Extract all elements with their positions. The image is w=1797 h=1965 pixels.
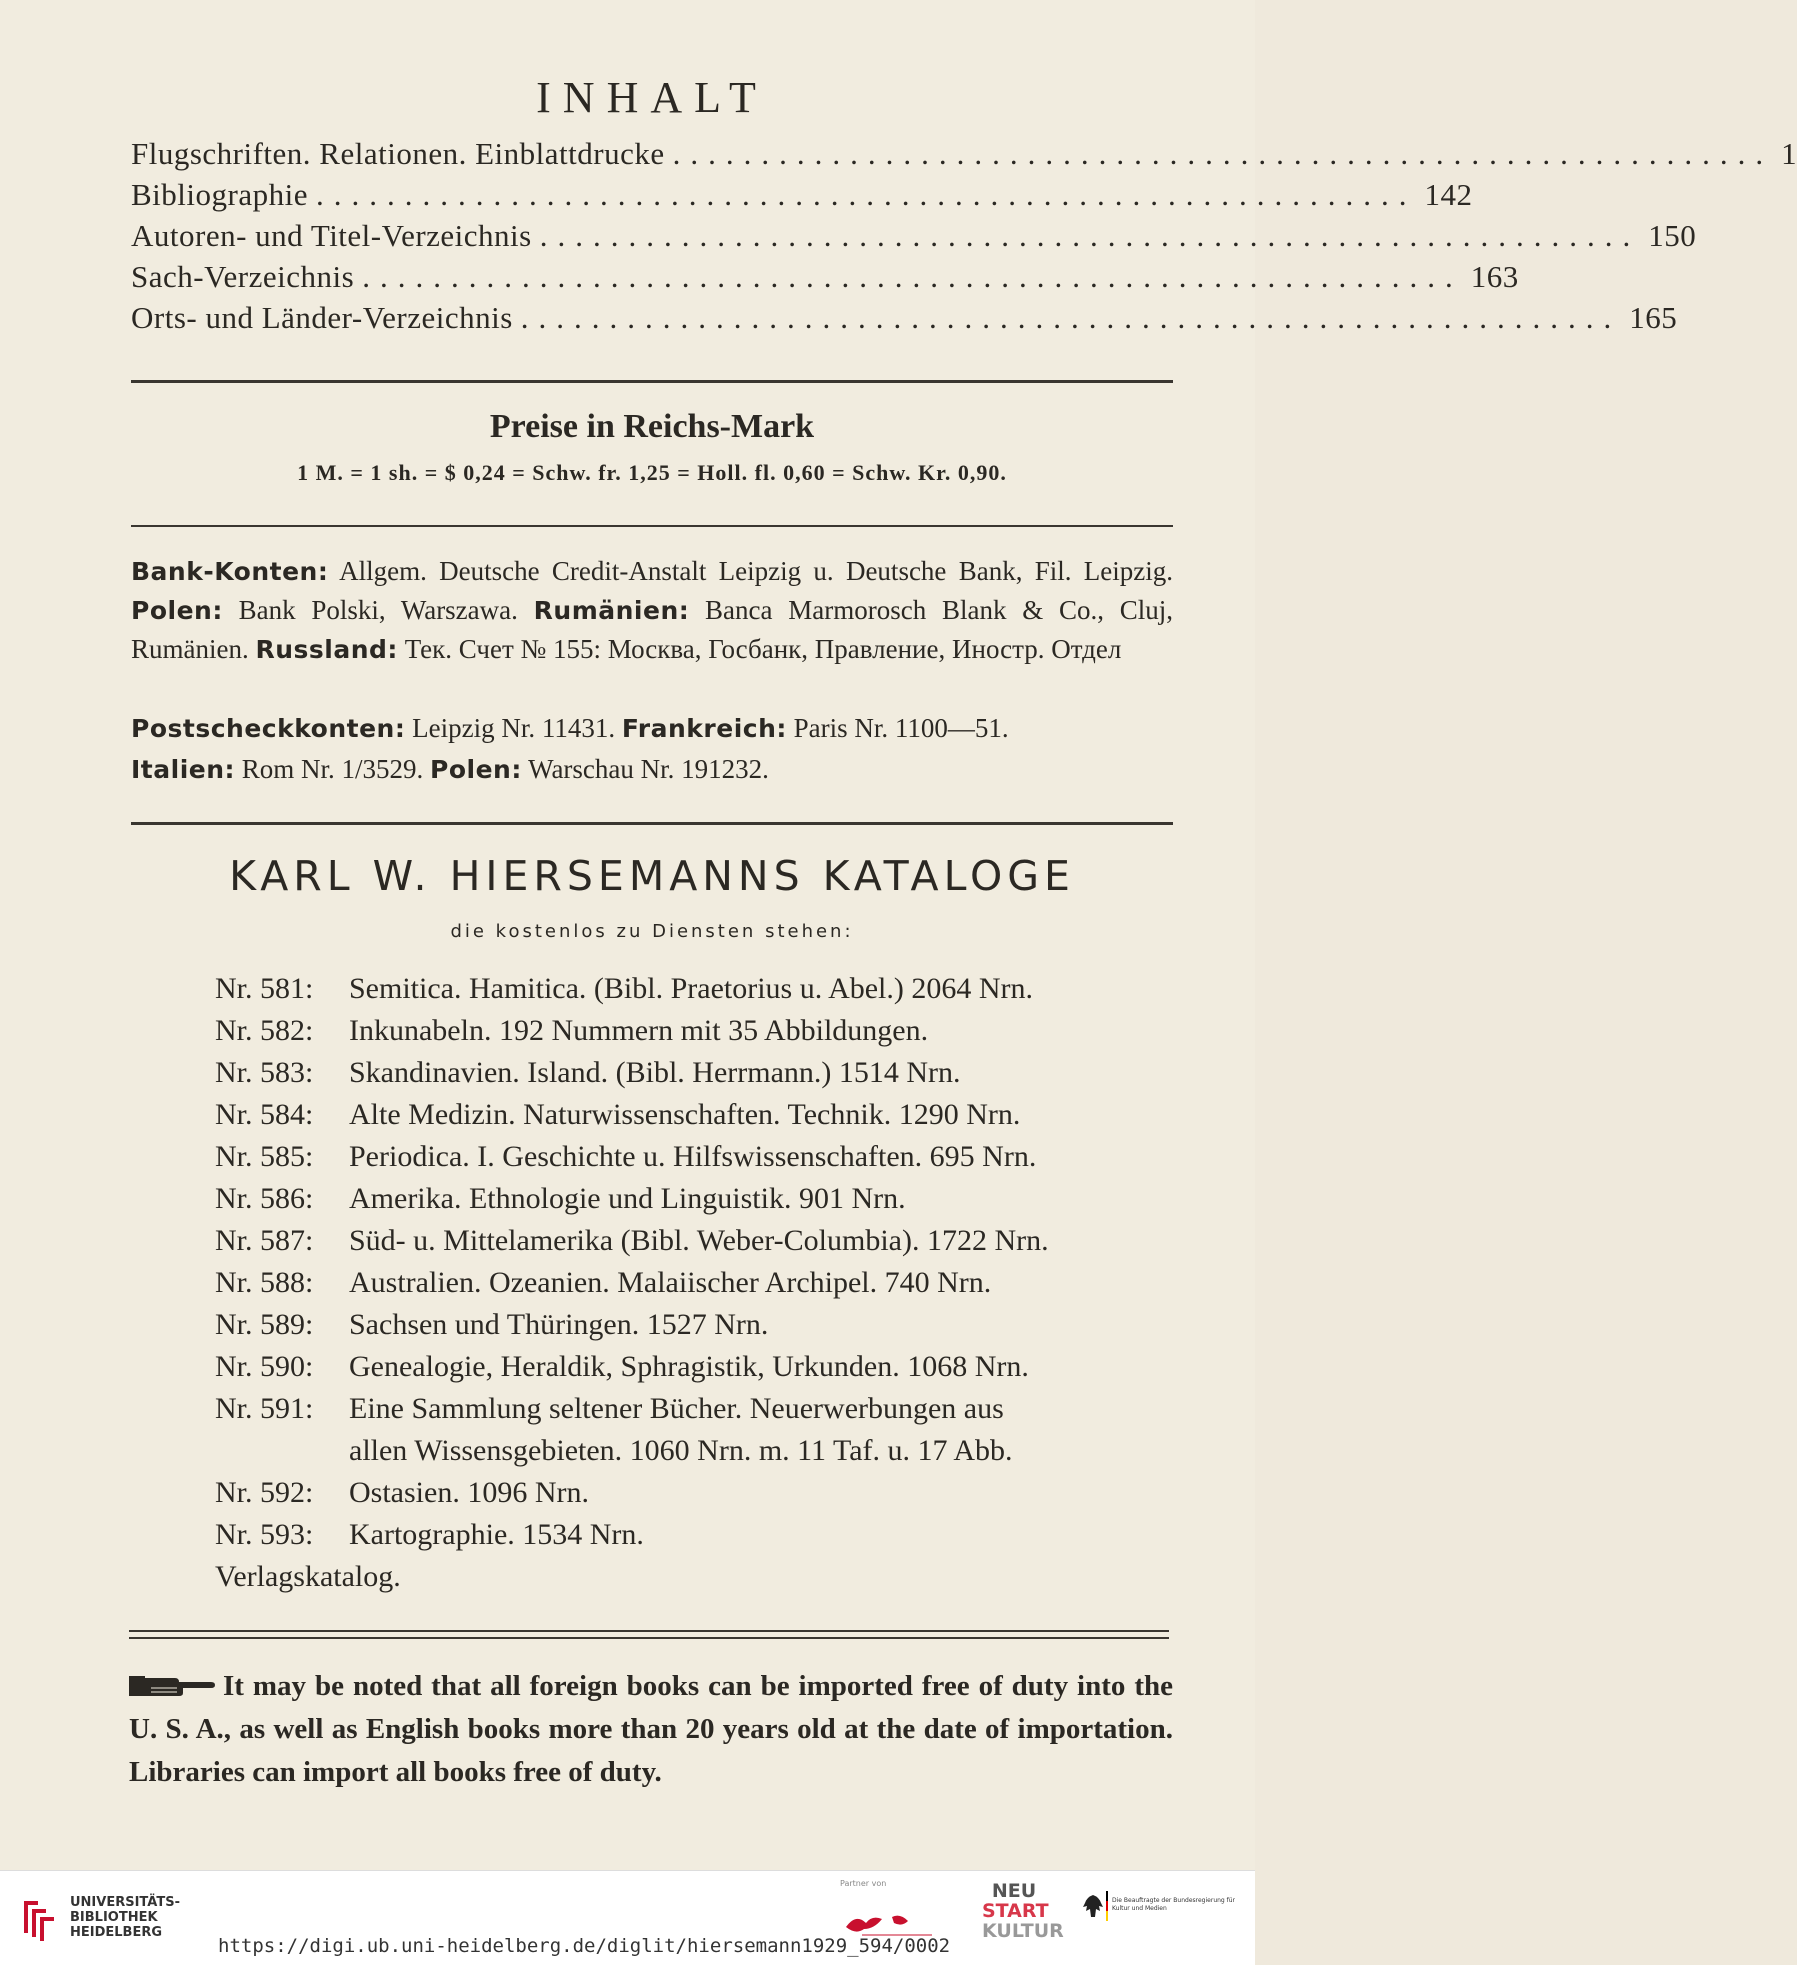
toc-label: Autoren- und Titel-Verzeichnis bbox=[131, 218, 532, 253]
frankreich-text: Paris Nr. 1100—51. bbox=[786, 713, 1009, 743]
catalog-number: Nr. 581: bbox=[215, 972, 314, 1005]
federal-eagle-icon bbox=[1082, 1893, 1104, 1919]
divider bbox=[131, 525, 1173, 527]
partner-logo-icon[interactable] bbox=[842, 1905, 942, 1945]
polen-text: Bank Polski, Warszawa. bbox=[222, 595, 534, 625]
neustart-kultur-logo[interactable] bbox=[982, 1880, 1064, 1942]
catalog-number: Nr. 591: bbox=[215, 1392, 314, 1425]
table-of-contents bbox=[131, 136, 1797, 341]
catalog-number: Nr. 592: bbox=[215, 1476, 314, 1509]
toc-entry[interactable] bbox=[131, 136, 1797, 177]
toc-page: 150 bbox=[1648, 218, 1697, 253]
toc-entry[interactable] bbox=[131, 218, 1697, 259]
bank-text: Allgem. Deutsche Credit-Anstalt Leipzig u. Deutsche Bank, Fil. Leipzig. bbox=[328, 556, 1173, 586]
list-item[interactable] bbox=[215, 1094, 1173, 1136]
ub-line: HEIDELBERG bbox=[70, 1925, 163, 1940]
catalog-title: Kartographie. 1534 Nrn. bbox=[349, 1518, 644, 1551]
bank-label: Bank-Konten: bbox=[131, 557, 329, 586]
postscheck-label: Postscheckkonten: bbox=[131, 714, 406, 743]
toc-leader: .............................................................. bbox=[362, 259, 1463, 294]
catalog-title-line1: Eine Sammlung seltener Bücher. Neuerwerbungen aus bbox=[349, 1392, 1004, 1425]
catalog-list bbox=[215, 968, 1173, 1598]
toc-label: Bibliographie bbox=[131, 177, 308, 212]
catalogs-heading: KARL W. HIERSEMANNS KATALOGE bbox=[229, 852, 1075, 900]
list-item[interactable] bbox=[215, 1388, 1173, 1472]
catalog-number: Nr. 583: bbox=[215, 1056, 314, 1089]
catalog-title: Skandinavien. Island. (Bibl. Herrmann.) 1514 Nrn. bbox=[349, 1056, 961, 1089]
list-item[interactable] bbox=[215, 1178, 1173, 1220]
rumaenien-label: Rumänien: bbox=[533, 596, 690, 625]
catalog-number: Nr. 586: bbox=[215, 1182, 314, 1215]
toc-label: Sach-Verzeichnis bbox=[131, 259, 355, 294]
ub-line: BIBLIOTHEK bbox=[70, 1910, 158, 1925]
bank-accounts bbox=[131, 552, 1173, 669]
catalog-title: Alte Medizin. Naturwissenschaften. Technik. 1290 Nrn. bbox=[349, 1098, 1021, 1131]
list-item[interactable] bbox=[215, 1346, 1173, 1388]
neu-text: NEU bbox=[991, 1880, 1037, 1902]
russland-text: Тек. Счет № 155: Москва, Госбанк, Правление, Иностр. Отдел bbox=[397, 634, 1122, 664]
footer-bar bbox=[0, 1870, 1255, 1965]
catalog-title: Amerika. Ethnologie und Linguistik. 901 Nrn. bbox=[349, 1182, 906, 1215]
divider bbox=[129, 1637, 1169, 1639]
catalog-number: Nr. 585: bbox=[215, 1140, 314, 1173]
list-item[interactable] bbox=[215, 1010, 1173, 1052]
italien-text: Rom Nr. 1/3529. bbox=[235, 754, 431, 784]
list-item[interactable] bbox=[215, 1472, 1173, 1514]
list-item[interactable] bbox=[215, 1262, 1173, 1304]
catalog-number: Nr. 588: bbox=[215, 1266, 314, 1299]
polen-post-text: Warschau Nr. 191232. bbox=[521, 754, 769, 784]
divider bbox=[131, 380, 1173, 383]
toc-leader: .............................................................. bbox=[315, 177, 1417, 212]
catalog-title: Semitica. Hamitica. (Bibl. Praetorius u. Abel.) 2064 Nrn. bbox=[349, 972, 1034, 1005]
pointing-hand-icon bbox=[129, 1673, 215, 1699]
toc-label: Flugschriften. Relationen. Einblattdrucke bbox=[131, 136, 665, 171]
catalog-number: Nr. 593: bbox=[215, 1518, 314, 1551]
catalog-number: Nr. 582: bbox=[215, 1014, 314, 1047]
university-library-logo-icon[interactable] bbox=[18, 1897, 58, 1941]
toc-entry[interactable] bbox=[131, 300, 1678, 341]
start-text: START bbox=[982, 1900, 1049, 1922]
flag-stripe bbox=[1106, 1891, 1108, 1921]
bkm-text: Die Beauftragte der Bundesregierung für Kultur und Medien bbox=[1112, 1897, 1236, 1912]
toc-page: 163 bbox=[1470, 259, 1519, 294]
postscheck-text: Leipzig Nr. 11431. bbox=[405, 713, 622, 743]
list-item[interactable] bbox=[215, 968, 1173, 1010]
import-note-text: It may be noted that all foreign books can be imported free of duty into the U. S. A., as well as English books more than 20 years old at the date of importation. Libraries can import all books free of duty. bbox=[129, 1670, 1173, 1788]
catalogs-subheading: die kostenlos zu Diensten stehen: bbox=[450, 921, 854, 942]
partner-label: Partner von bbox=[840, 1879, 887, 1888]
toc-entry[interactable] bbox=[131, 177, 1473, 218]
catalog-number: Nr. 584: bbox=[215, 1098, 314, 1131]
import-note bbox=[129, 1665, 1173, 1794]
catalog-title: Genealogie, Heraldik, Sphragistik, Urkunden. 1068 Nrn. bbox=[349, 1350, 1029, 1383]
exchange-rates: 1 M. = 1 sh. = $ 0,24 = Schw. fr. 1,25 = Holl. fl. 0,60 = Schw. Kr. 0,90. bbox=[297, 460, 1007, 485]
catalog-number: Nr. 589: bbox=[215, 1308, 314, 1341]
list-item[interactable] bbox=[215, 1052, 1173, 1094]
page-url[interactable]: https://digi.ub.uni-heidelberg.de/diglit/hiersemann1929_594/0002 bbox=[218, 1935, 951, 1957]
toc-entry[interactable] bbox=[131, 259, 1519, 300]
catalog-title: Australien. Ozeanien. Malaiischer Archipel. 740 Nrn. bbox=[349, 1266, 992, 1299]
catalog-title: Periodica. I. Geschichte u. Hilfswissenschaften. 695 Nrn. bbox=[349, 1140, 1037, 1173]
divider bbox=[129, 1630, 1169, 1632]
toc-leader: .............................................................. bbox=[672, 136, 1774, 171]
publisher-catalog[interactable]: Verlagskatalog. bbox=[215, 1560, 401, 1593]
italien-label: Italien: bbox=[131, 755, 236, 784]
page-title: INHALT bbox=[536, 73, 768, 122]
toc-label: Orts- und Länder-Verzeichnis bbox=[131, 300, 513, 335]
russland-label: Russland: bbox=[255, 635, 398, 664]
catalog-title: Sachsen und Thüringen. 1527 Nrn. bbox=[349, 1308, 769, 1341]
list-item[interactable] bbox=[215, 1136, 1173, 1178]
list-item[interactable] bbox=[215, 1304, 1173, 1346]
toc-page: 1 bbox=[1781, 136, 1797, 171]
catalog-title: Inkunabeln. 192 Nummern mit 35 Abbildungen. bbox=[349, 1014, 929, 1047]
frankreich-label: Frankreich: bbox=[621, 714, 787, 743]
catalog-number: Nr. 590: bbox=[215, 1350, 314, 1383]
rumaenien-text: Banca Marmorosch Blank & Co., Cluj, Rumänien. bbox=[131, 595, 1173, 664]
polen-post-label: Polen: bbox=[430, 755, 522, 784]
catalog-number: Nr. 587: bbox=[215, 1224, 314, 1257]
kultur-text: KULTUR bbox=[982, 1920, 1064, 1942]
toc-page: 142 bbox=[1424, 177, 1473, 212]
ub-line: UNIVERSITÄTS- bbox=[70, 1895, 180, 1910]
toc-leader: .............................................................. bbox=[520, 300, 1622, 335]
university-library-name[interactable] bbox=[70, 1895, 180, 1940]
toc-page: 165 bbox=[1629, 300, 1678, 335]
list-item[interactable] bbox=[215, 1514, 1173, 1556]
prices-heading: Preise in Reichs-Mark bbox=[489, 408, 815, 445]
divider bbox=[131, 822, 1173, 825]
catalog-title: Ostasien. 1096 Nrn. bbox=[349, 1476, 589, 1509]
postal-accounts bbox=[131, 708, 1173, 790]
list-item[interactable] bbox=[215, 1220, 1173, 1262]
catalog-title: Süd- u. Mittelamerika (Bibl. Weber-Columbia). 1722 Nrn. bbox=[349, 1224, 1049, 1257]
catalog-title bbox=[349, 1388, 1173, 1472]
catalog-title-line2: allen Wissensgebieten. 1060 Nrn. m. 11 Taf. u. 17 Abb. bbox=[349, 1434, 1013, 1467]
toc-leader: .............................................................. bbox=[539, 218, 1641, 253]
polen-label: Polen: bbox=[131, 596, 223, 625]
